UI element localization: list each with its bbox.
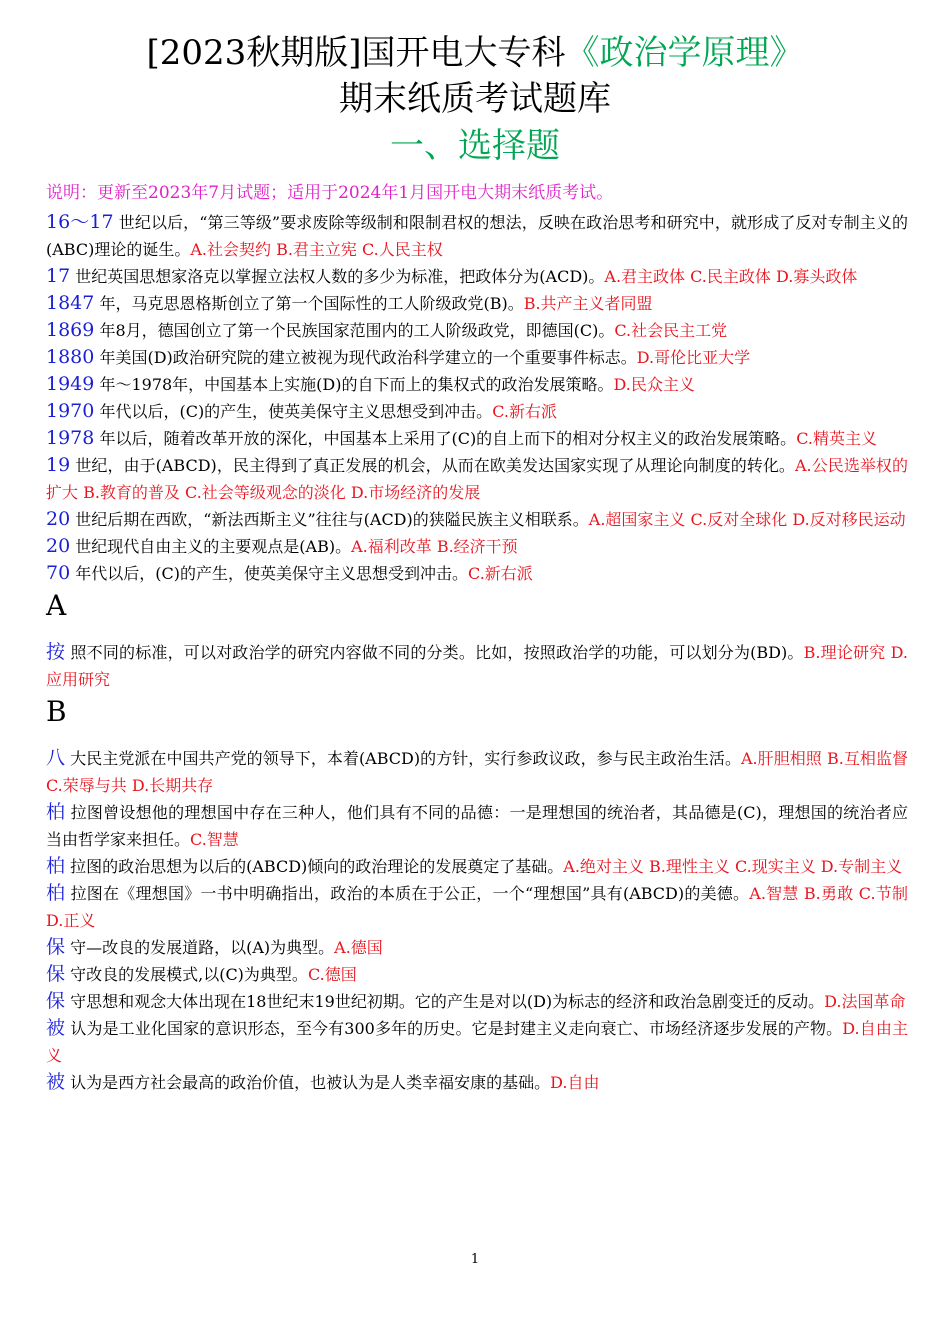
- question-text: 年8月，德国创立了第一个民族国家范围内的工人阶级政党，即德国(C)。: [99, 321, 615, 340]
- question-text: 认为是工业化国家的意识形态，至今有300多年的历史。它是封建主义走向衰亡、市场经济逐步发展的产物。: [70, 1019, 843, 1038]
- question-item: [46, 853, 908, 880]
- question-text: 年，马克思恩格斯创立了第一个国际性的工人阶级政党(B)。: [99, 294, 524, 313]
- question-item: [46, 639, 908, 693]
- question-item: [46, 961, 908, 988]
- answer-text: C.精英主义: [796, 429, 877, 448]
- question-item: [46, 799, 908, 853]
- answer-text: A.君主政体 C.民主政体 D.寡头政体: [604, 267, 858, 286]
- question-lead: 保: [46, 936, 66, 958]
- question-lead: 被: [46, 1017, 66, 1039]
- question-item: [46, 290, 908, 317]
- question-item: [46, 1015, 908, 1069]
- question-lead: 柏: [46, 882, 66, 904]
- question-text: 世纪，由于(ABCD)，民主得到了真正发展的机会，从而在欧美发达国家实现了从理论向制度的转化。: [75, 456, 795, 475]
- question-text: 照不同的标准，可以对政治学的研究内容做不同的分类。比如，按照政治学的功能，可以划分为(BD)。: [70, 643, 804, 662]
- question-lead: 柏: [46, 855, 66, 877]
- answer-text: C.社会民主工党: [614, 321, 728, 340]
- question-item: [46, 1069, 908, 1096]
- question-item: [46, 371, 908, 398]
- question-item: [46, 398, 908, 425]
- document-title: [0, 30, 950, 76]
- page-number: 1: [470, 1252, 480, 1267]
- question-text: 拉图的政治思想为以后的(ABCD)倾向的政治理论的发展奠定了基础。: [70, 857, 564, 876]
- question-lead: 八: [46, 747, 66, 769]
- question-lead: 17: [46, 265, 71, 287]
- question-lead: 1949: [46, 373, 95, 395]
- question-lead: 1978: [46, 427, 95, 449]
- question-lead: 1869: [46, 319, 95, 341]
- course-name: 《政治学原理》: [565, 33, 804, 73]
- question-text: 年美国(D)政治研究院的建立被视为现代政治科学建立的一个重要事件标志。: [99, 348, 637, 367]
- question-item: [46, 317, 908, 344]
- question-text: 年代以后，(C)的产生，使英美保守主义思想受到冲击。: [99, 402, 493, 421]
- question-lead: 按: [46, 641, 66, 663]
- question-item: [46, 425, 908, 452]
- answer-text: A.绝对主义 B.理性主义 C.现实主义 D.专制主义: [563, 857, 903, 876]
- question-lead: 保: [46, 990, 66, 1012]
- document-subtitle: 期末纸质考试题库: [339, 79, 611, 119]
- answer-text: C.新右派: [468, 564, 533, 583]
- question-item: [46, 452, 908, 506]
- question-list: [46, 180, 908, 1096]
- question-lead: 70: [46, 562, 71, 584]
- answer-text: B.共产主义者同盟: [523, 294, 653, 313]
- alphabet-heading: A: [46, 589, 67, 622]
- answer-text: B.理论研究 D.应用研究: [46, 643, 908, 689]
- answer-text: C.智慧: [190, 830, 239, 849]
- title-prefix: [2023秋期版]国开电大专科: [146, 33, 566, 73]
- question-text: 认为是西方社会最高的政治价值，也被认为是人类幸福安康的基础。: [70, 1073, 551, 1092]
- question-lead: 被: [46, 1071, 66, 1093]
- question-text: 世纪以后，“第三等级”要求废除等级制和限制君权的想法，反映在政治思考和研究中，就形成了反对专制主义的(ABC)理论的诞生。: [46, 213, 908, 259]
- question-lead: 1880: [46, 346, 95, 368]
- alphabet-heading: B: [46, 695, 67, 728]
- question-item: [46, 745, 908, 799]
- question-text: 大民主党派在中国共产党的领导下，本着(ABCD)的方针，实行参政议政，参与民主政治生活。: [70, 749, 741, 768]
- answer-text: C.德国: [307, 965, 357, 984]
- answer-text: D.自由主义: [46, 1019, 908, 1065]
- answer-text: A.肝胆相照 B.互相监督 C.荣辱与共 D.长期共存: [46, 749, 908, 795]
- question-item: [46, 506, 908, 533]
- answer-text: D.哥伦比亚大学: [636, 348, 751, 367]
- question-text: 年代以后，(C)的产生，使英美保守主义思想受到冲击。: [75, 564, 469, 583]
- answer-text: A.智慧 B.勇敢 C.节制 D.正义: [46, 884, 908, 930]
- question-text: 守—改良的发展道路，以(A)为典型。: [70, 938, 335, 957]
- question-item: [46, 560, 908, 587]
- question-text: 拉图在《理想国》一书中明确指出，政治的本质在于公正，一个“理想国”具有(ABCD)的美德。: [70, 884, 750, 903]
- answer-text: D.自由: [550, 1073, 600, 1092]
- answer-text: A.公民选举权的扩大 B.教育的普及 C.社会等级观念的淡化 D.市场经济的发展: [46, 456, 908, 502]
- question-lead: 20: [46, 535, 71, 557]
- question-item: [46, 988, 908, 1015]
- question-text: 年以后，随着改革开放的深化，中国基本上采用了(C)的自上而下的相对分权主义的政治发展策略。: [99, 429, 797, 448]
- question-text: 世纪现代自由主义的主要观点是(AB)。: [75, 537, 352, 556]
- question-item: [46, 880, 908, 934]
- question-item: [46, 344, 908, 371]
- answer-text: D.民众主义: [613, 375, 695, 394]
- question-item: [46, 263, 908, 290]
- question-text: 年～1978年，中国基本上实施(D)的自下而上的集权式的政治发展策略。: [99, 375, 614, 394]
- question-lead: 1847: [46, 292, 95, 314]
- answer-text: A.德国: [334, 938, 383, 957]
- question-item: [46, 533, 908, 560]
- section-heading: 一、选择题: [390, 126, 560, 166]
- question-lead: 16～17: [46, 211, 114, 233]
- question-lead: 保: [46, 963, 66, 985]
- question-text: 守思想和观念大体出现在18世纪末19世纪初期。它的产生是对以(D)为标志的经济和政治急剧变迁的反动。: [70, 992, 825, 1011]
- question-lead: 20: [46, 508, 71, 530]
- question-text: 守改良的发展模式,以(C)为典型。: [70, 965, 308, 984]
- answer-text: A.福利改革 B.经济干预: [351, 537, 518, 556]
- question-lead: 19: [46, 454, 71, 476]
- question-item: [46, 209, 908, 263]
- answer-text: A.超国家主义 C.反对全球化 D.反对移民运动: [588, 510, 906, 529]
- answer-text: A.社会契约 B.君主立宪 C.人民主权: [190, 240, 443, 259]
- question-text: 世纪后期在西欧，“新法西斯主义”往往与(ACD)的狭隘民族主义相联系。: [75, 510, 589, 529]
- answer-text: C.新右派: [492, 402, 557, 421]
- question-item: [46, 934, 908, 961]
- question-lead: 柏: [46, 801, 66, 823]
- question-text: 拉图曾设想他的理想国中存在三种人，他们具有不同的品德：一是理想国的统治者，其品德是(C)，理想国的统治者应当由哲学家来担任。: [46, 803, 908, 849]
- question-text: 世纪英国思想家洛克以掌握立法权人数的多少为标准，把政体分为(ACD)。: [75, 267, 605, 286]
- update-note: 说明：更新至2023年7月试题；适用于2024年1月国开电大期末纸质考试。: [46, 183, 614, 203]
- answer-text: D.法国革命: [824, 992, 906, 1011]
- question-lead: 1970: [46, 400, 95, 422]
